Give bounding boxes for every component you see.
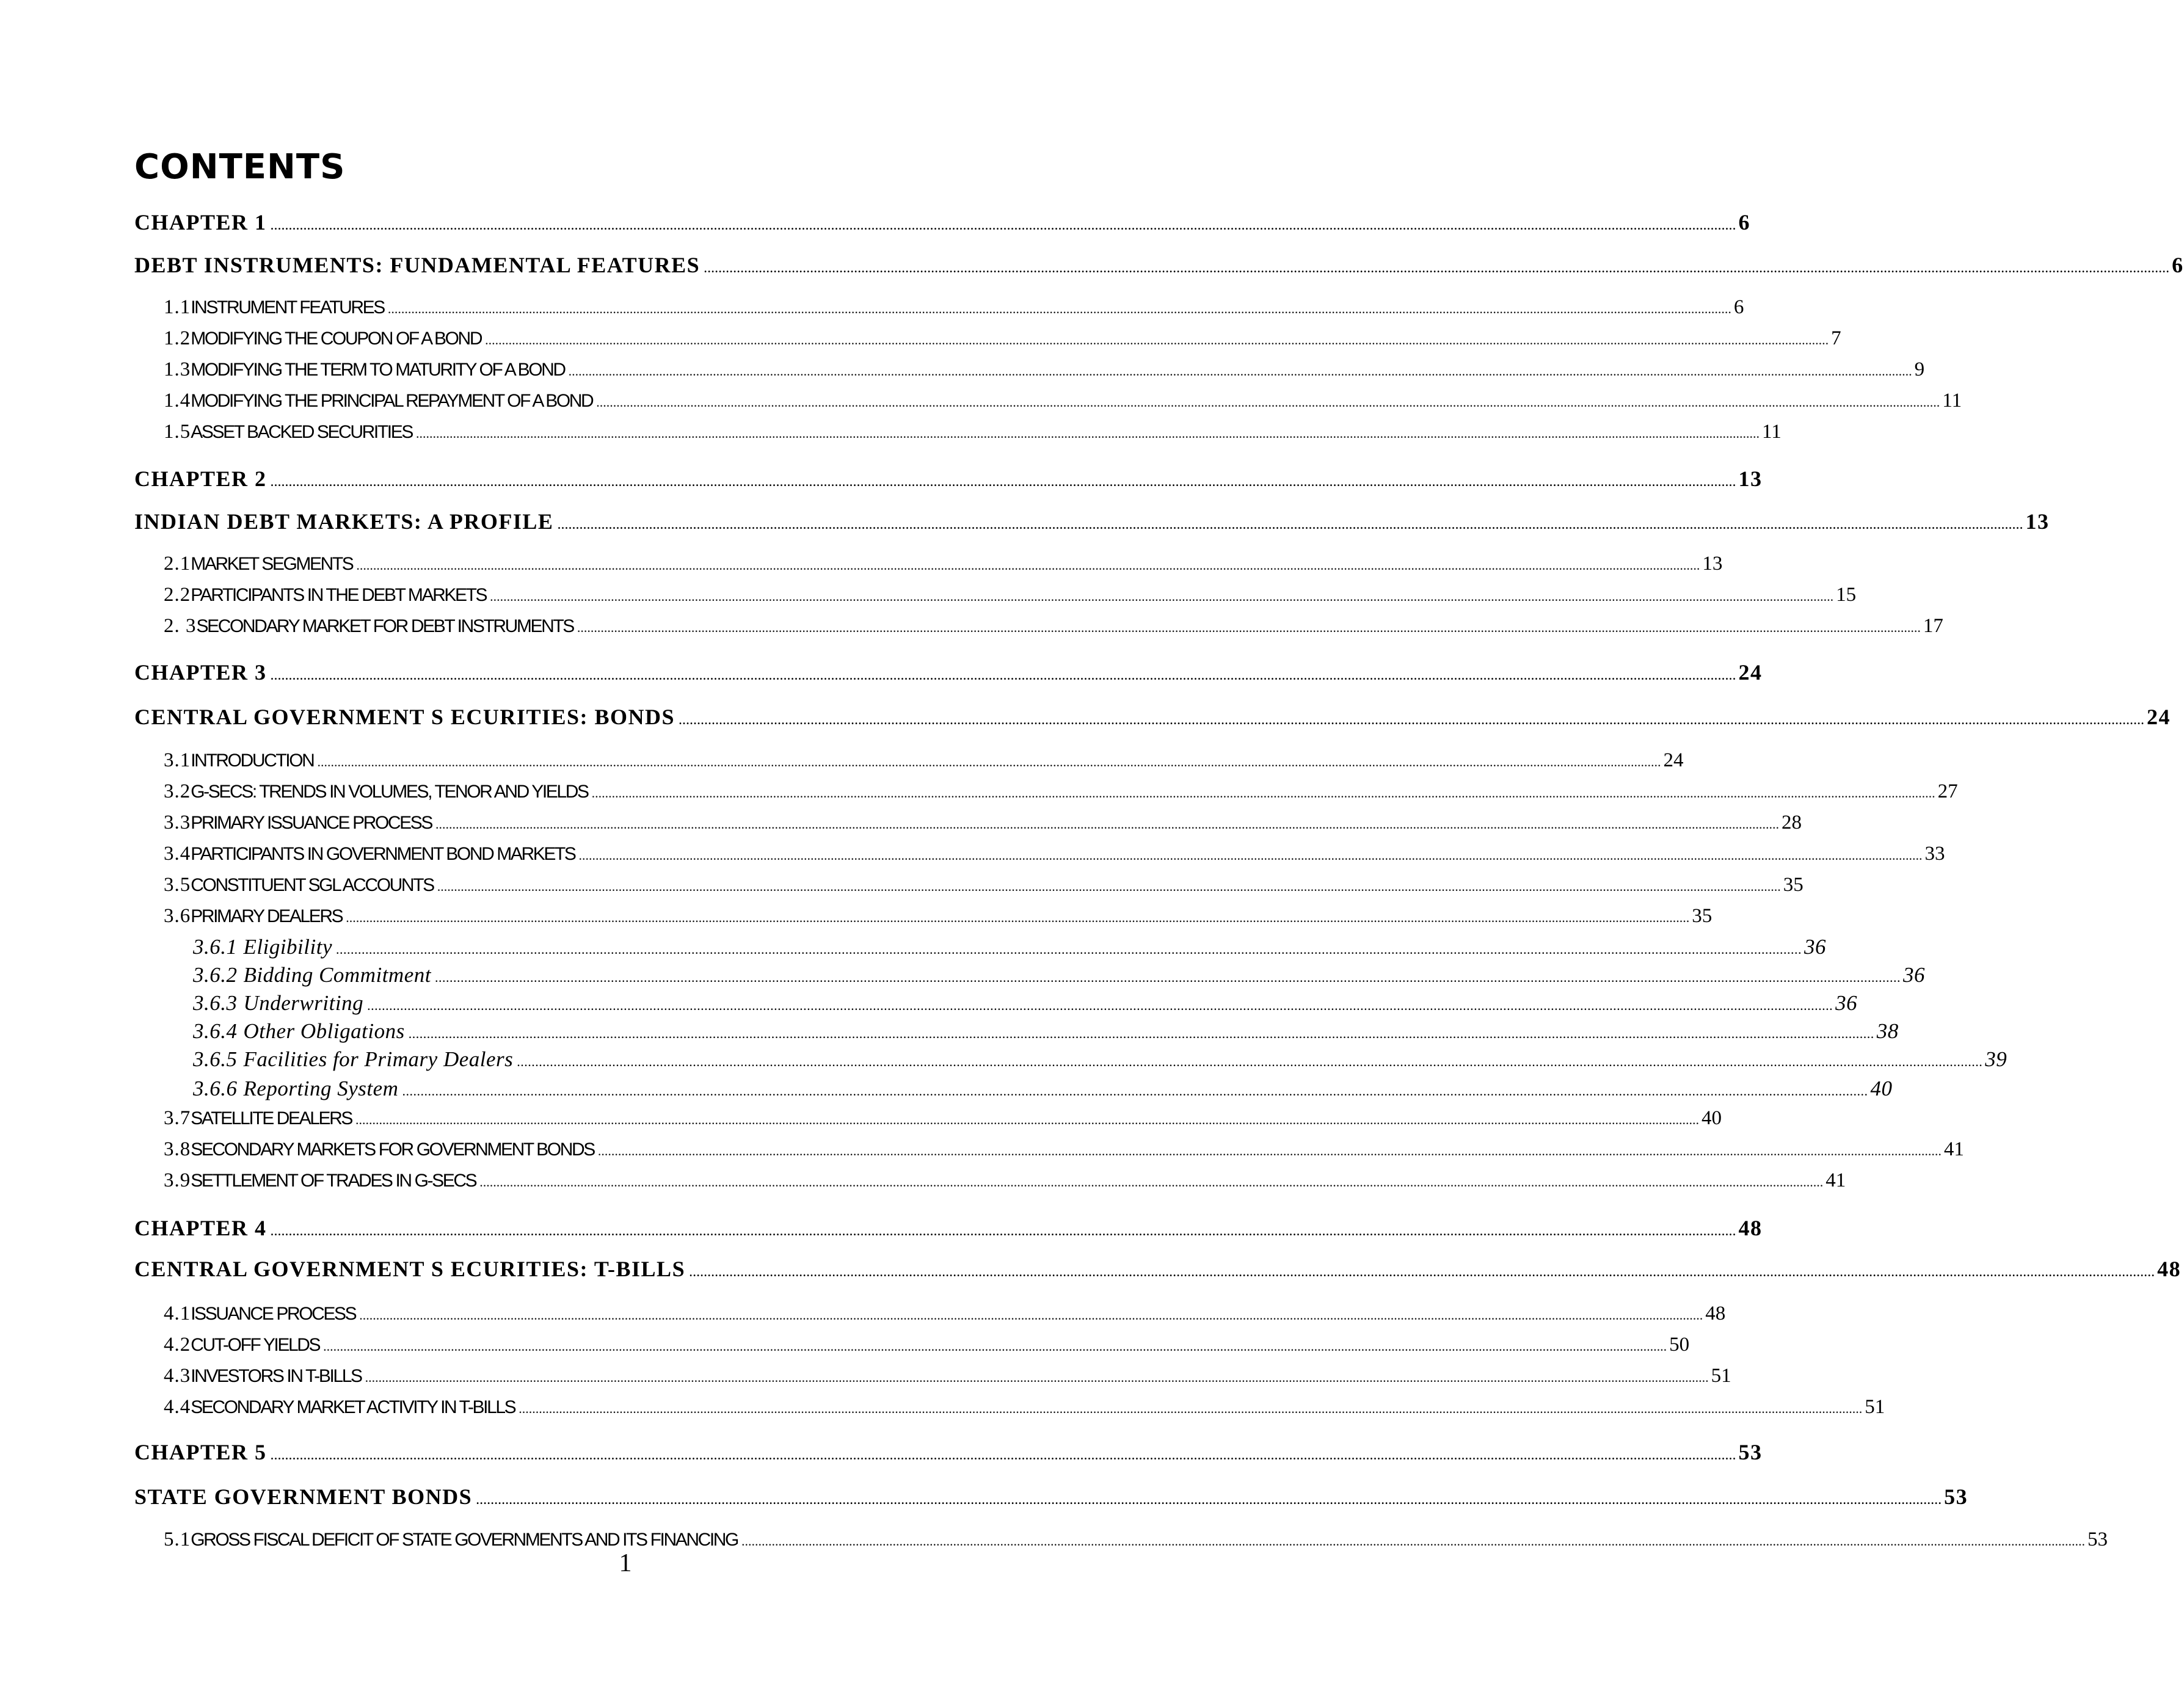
chapter-heading: CENTRAL GOVERNMENT S ECURITIES: T-BILLS	[134, 1257, 686, 1281]
dot-leader: ................................................................................................................................................................................................................................................................................................................................................................................................................	[408, 1026, 1874, 1041]
dot-leader: ................................................................................................................................................................................................................................................................................................................................................................................................................	[270, 1223, 1736, 1239]
toc-section[interactable]	[164, 1362, 1731, 1390]
section-title: SECONDARY MARKET FOR DEBT INSTRUMENTS	[196, 616, 573, 636]
toc-section[interactable]	[164, 1393, 1885, 1421]
dot-leader: ................................................................................................................................................................................................................................................................................................................................................................................................................	[323, 1339, 1667, 1354]
subsection-title: Eligibility	[243, 935, 332, 959]
dot-leader: ................................................................................................................................................................................................................................................................................................................................................................................................................	[597, 1143, 1942, 1158]
toc-section[interactable]	[164, 746, 1684, 774]
page-ref: 24	[1663, 749, 1684, 771]
toc-section[interactable]	[164, 1299, 1726, 1328]
page-ref: 38	[1876, 1019, 1899, 1043]
section-number: 1.2	[164, 327, 191, 349]
dot-leader: ................................................................................................................................................................................................................................................................................................................................................................................................................	[476, 1492, 1942, 1508]
section-number: 1.1	[164, 296, 191, 318]
toc-section[interactable]	[164, 387, 1962, 415]
page-ref: 15	[1836, 584, 1857, 606]
page-ref: 36	[1804, 935, 1826, 959]
section-title: PRIMARY ISSUANCE PROCESS	[191, 813, 432, 833]
toc-section[interactable]	[164, 293, 1744, 321]
chapter-heading: INDIAN DEBT MARKETS: A PROFILE	[134, 509, 554, 534]
section-title: CUT-OFF YIELDS	[191, 1335, 320, 1355]
chapter-heading: CENTRAL GOVERNMENT S ECURITIES: BONDS	[134, 705, 675, 729]
toc-section[interactable]	[164, 902, 1713, 930]
page-ref: 6	[2172, 253, 2184, 277]
section-title: CONSTITUENT SGL ACCOUNTS	[191, 875, 434, 895]
page-ref: 24	[2147, 705, 2171, 729]
section-title: SETTLEMENT OF TRADES IN G-SECS	[191, 1171, 476, 1191]
toc-section[interactable]	[164, 840, 1945, 868]
section-number: 1.4	[164, 390, 191, 412]
section-number: 3.5	[164, 874, 191, 896]
page-ref: 13	[1702, 553, 1723, 575]
toc-chapter-heading[interactable]	[134, 249, 2184, 281]
section-number: 2. 3	[164, 615, 197, 637]
dot-leader: ................................................................................................................................................................................................................................................................................................................................................................................................................	[577, 620, 1921, 635]
page-ref: 50	[1669, 1334, 1690, 1356]
page-ref: 48	[1738, 1216, 1763, 1240]
page-ref: 28	[1782, 812, 1802, 834]
subsection-number: 3.6.2	[193, 963, 238, 987]
section-title: SECONDARY MARKETS FOR GOVERNMENT BONDS	[191, 1139, 594, 1160]
subsection-number: 3.6.4	[193, 1019, 238, 1043]
page-ref: 41	[1943, 1138, 1964, 1160]
subsection-title: Bidding Commitment	[243, 963, 431, 987]
toc-chapter-label[interactable]	[134, 463, 1763, 495]
dot-leader: ................................................................................................................................................................................................................................................................................................................................................................................................................	[596, 394, 1940, 410]
toc-subsection[interactable]	[193, 1017, 1899, 1045]
page-ref: 35	[1692, 905, 1713, 927]
page-ref: 7	[1831, 327, 1841, 349]
dot-leader: ................................................................................................................................................................................................................................................................................................................................................................................................................	[359, 1307, 1703, 1323]
page-ref: 36	[1902, 963, 1925, 987]
dot-leader: ................................................................................................................................................................................................................................................................................................................................................................................................................	[356, 558, 1700, 573]
section-number: 4.3	[164, 1365, 191, 1387]
dot-leader: ................................................................................................................................................................................................................................................................................................................................................................................................................	[490, 589, 1834, 604]
page-ref: 24	[1738, 660, 1763, 685]
section-number: 3.1	[164, 749, 191, 771]
subsection-title: Facilities for Primary Dealers	[243, 1047, 514, 1071]
page-title: CONTENTS	[134, 147, 346, 187]
chapter-heading: DEBT INSTRUMENTS: FUNDAMENTAL FEATURES	[134, 253, 701, 277]
section-title: PRIMARY DEALERS	[191, 906, 343, 926]
dot-leader: ................................................................................................................................................................................................................................................................................................................................................................................................................	[741, 1533, 2085, 1549]
subsection-title: Other Obligations	[243, 1019, 405, 1043]
page-ref: 17	[1923, 615, 1943, 637]
section-number: 3.2	[164, 780, 191, 802]
dot-leader: ................................................................................................................................................................................................................................................................................................................................................................................................................	[679, 712, 2145, 728]
dot-leader: ................................................................................................................................................................................................................................................................................................................................................................................................................	[317, 754, 1661, 769]
dot-leader: ................................................................................................................................................................................................................................................................................................................................................................................................................	[519, 1401, 1863, 1416]
toc-section[interactable]	[164, 777, 1958, 805]
toc-section[interactable]	[164, 871, 1804, 899]
page-ref: 53	[2087, 1528, 2108, 1550]
page-ref: 36	[1835, 991, 1858, 1015]
section-title: PARTICIPANTS IN GOVERNMENT BOND MARKETS	[191, 844, 575, 864]
dot-leader: ................................................................................................................................................................................................................................................................................................................................................................................................................	[568, 363, 1912, 379]
toc-subsection[interactable]	[193, 933, 1826, 961]
section-number: 4.1	[164, 1303, 191, 1325]
toc-section[interactable]	[164, 1135, 1964, 1163]
page-ref: 6	[1733, 296, 1744, 318]
toc-section[interactable]	[164, 418, 1782, 446]
toc-subsection[interactable]	[193, 1045, 2007, 1074]
toc-chapter-heading[interactable]	[134, 701, 2171, 733]
toc-subsection[interactable]	[193, 961, 1925, 989]
page-ref: 35	[1783, 874, 1804, 896]
dot-leader: ................................................................................................................................................................................................................................................................................................................................................................................................................	[517, 1054, 1983, 1069]
page-number: 1	[619, 1549, 632, 1577]
page-ref: 27	[1937, 780, 1958, 802]
dot-leader: ................................................................................................................................................................................................................................................................................................................................................................................................................	[365, 1370, 1709, 1385]
page-ref: 33	[1924, 843, 1945, 865]
dot-leader: ................................................................................................................................................................................................................................................................................................................................................................................................................	[270, 217, 1736, 233]
toc-chapter-heading[interactable]	[134, 506, 2050, 537]
page-ref: 48	[1705, 1303, 1726, 1325]
page-ref: 51	[1865, 1396, 1885, 1418]
section-title: GROSS FISCAL DEFICIT OF STATE GOVERNMENTS AND ITS FINANCING	[191, 1530, 738, 1550]
toc-chapter-label[interactable]	[134, 1212, 1763, 1244]
chapter-label: CHAPTER 3	[134, 660, 267, 685]
dot-leader: ................................................................................................................................................................................................................................................................................................................................................................................................................	[387, 301, 1731, 316]
toc-section[interactable]	[164, 1104, 1722, 1132]
dot-leader: ................................................................................................................................................................................................................................................................................................................................................................................................................	[346, 910, 1690, 925]
chapter-heading: STATE GOVERNMENT BONDS	[134, 1484, 473, 1509]
section-title: MODIFYING THE PRINCIPAL REPAYMENT OF A BOND	[191, 391, 593, 411]
section-number: 2.2	[164, 584, 191, 606]
section-number: 4.2	[164, 1334, 191, 1356]
dot-leader: ................................................................................................................................................................................................................................................................................................................................................................................................................	[437, 879, 1781, 894]
section-number: 5.1	[164, 1528, 191, 1550]
dot-leader: ................................................................................................................................................................................................................................................................................................................................................................................................................	[591, 785, 1935, 801]
page-ref: 40	[1870, 1077, 1893, 1100]
dot-leader: ................................................................................................................................................................................................................................................................................................................................................................................................................	[578, 848, 1923, 863]
chapter-label: CHAPTER 2	[134, 467, 267, 491]
dot-leader: ................................................................................................................................................................................................................................................................................................................................................................................................................	[557, 517, 2023, 532]
dot-leader: ................................................................................................................................................................................................................................................................................................................................................................................................................	[402, 1083, 1868, 1099]
toc-chapter-label[interactable]	[134, 656, 1763, 688]
page-ref: 40	[1702, 1107, 1722, 1129]
dot-leader: ................................................................................................................................................................................................................................................................................................................................................................................................................	[367, 998, 1833, 1013]
chapter-label: CHAPTER 5	[134, 1440, 267, 1464]
toc-chapter-label[interactable]	[134, 206, 1751, 238]
page-ref: 11	[1761, 421, 1782, 443]
toc-section[interactable]	[164, 612, 1943, 640]
section-number: 3.8	[164, 1138, 191, 1160]
section-title: SATELLITE DEALERS	[191, 1108, 352, 1128]
page-ref: 51	[1711, 1365, 1731, 1387]
dot-leader: ................................................................................................................................................................................................................................................................................................................................................................................................................	[355, 1112, 1700, 1127]
page-ref: 6	[1738, 210, 1751, 234]
page-ref: 13	[1738, 467, 1763, 491]
page-ref: 13	[2025, 509, 2050, 534]
dot-leader: ................................................................................................................................................................................................................................................................................................................................................................................................................	[704, 260, 2170, 276]
toc-section[interactable]	[164, 1331, 1690, 1359]
section-title: MARKET SEGMENTS	[191, 554, 353, 574]
section-number: 3.6	[164, 905, 191, 927]
section-number: 1.5	[164, 421, 191, 443]
page-ref: 48	[2157, 1257, 2182, 1281]
dot-leader: ................................................................................................................................................................................................................................................................................................................................................................................................................	[435, 816, 1779, 832]
subsection-title: Reporting System	[243, 1077, 399, 1100]
page-ref: 41	[1825, 1169, 1846, 1191]
subsection-number: 3.6.6	[193, 1077, 238, 1100]
page-ref: 9	[1914, 358, 1925, 380]
toc-section[interactable]	[164, 324, 1841, 352]
toc-chapter-label[interactable]	[134, 1436, 1763, 1468]
toc-section[interactable]	[164, 355, 1925, 383]
toc-chapter-heading[interactable]	[134, 1253, 2182, 1285]
subsection-number: 3.6.5	[193, 1047, 238, 1071]
section-title: MODIFYING THE TERM TO MATURITY OF A BOND	[191, 360, 565, 380]
section-title: SECONDARY MARKET ACTIVITY IN T-BILLS	[191, 1397, 515, 1417]
subsection-number: 3.6.1	[193, 935, 238, 959]
section-title: INTRODUCTION	[191, 750, 314, 771]
toc-subsection[interactable]	[193, 989, 1858, 1017]
page-ref: 39	[1985, 1047, 2007, 1071]
toc-chapter-heading[interactable]	[134, 1481, 1968, 1513]
section-number: 1.3	[164, 358, 191, 380]
dot-leader: ................................................................................................................................................................................................................................................................................................................................................................................................................	[335, 942, 1802, 957]
subsection-number: 3.6.3	[193, 991, 238, 1015]
toc-section[interactable]	[164, 809, 1802, 837]
toc-section[interactable]	[164, 581, 1857, 609]
toc-subsection[interactable]	[193, 1075, 1893, 1103]
dot-leader: ................................................................................................................................................................................................................................................................................................................................................................................................................	[479, 1174, 1824, 1190]
dot-leader: ................................................................................................................................................................................................................................................................................................................................................................................................................	[485, 332, 1829, 347]
section-number: 4.4	[164, 1396, 191, 1418]
page-ref: 11	[1942, 390, 1962, 412]
section-number: 3.9	[164, 1169, 191, 1191]
toc-section[interactable]	[164, 1166, 1846, 1194]
section-number: 3.7	[164, 1107, 191, 1129]
dot-leader: ................................................................................................................................................................................................................................................................................................................................................................................................................	[270, 474, 1736, 490]
section-number: 3.3	[164, 812, 191, 834]
page-ref: 53	[1944, 1484, 1968, 1509]
section-title: MODIFYING THE COUPON OF A BOND	[191, 329, 482, 349]
dot-leader: ................................................................................................................................................................................................................................................................................................................................................................................................................	[689, 1264, 2155, 1280]
section-title: ISSUANCE PROCESS	[191, 1304, 356, 1324]
section-title: PARTICIPANTS IN THE DEBT MARKETS	[191, 585, 487, 605]
section-title: ASSET BACKED SECURITIES	[191, 422, 412, 442]
dot-leader: ................................................................................................................................................................................................................................................................................................................................................................................................................	[434, 970, 1901, 985]
dot-leader: ................................................................................................................................................................................................................................................................................................................................................................................................................	[415, 426, 1760, 441]
dot-leader: ................................................................................................................................................................................................................................................................................................................................................................................................................	[270, 1447, 1736, 1463]
toc-section[interactable]	[164, 550, 1723, 578]
section-title: G-SECS: TRENDS IN VOLUMES, TENOR AND YIELDS	[191, 782, 588, 802]
section-number: 3.4	[164, 843, 191, 865]
dot-leader: ................................................................................................................................................................................................................................................................................................................................................................................................................	[270, 667, 1736, 683]
page-ref: 53	[1738, 1440, 1763, 1464]
subsection-title: Underwriting	[243, 991, 364, 1015]
section-title: INVESTORS IN T-BILLS	[191, 1366, 362, 1386]
section-title: INSTRUMENT FEATURES	[191, 297, 384, 318]
chapter-label: CHAPTER 1	[134, 210, 267, 234]
chapter-label: CHAPTER 4	[134, 1216, 267, 1240]
section-number: 2.1	[164, 553, 191, 575]
